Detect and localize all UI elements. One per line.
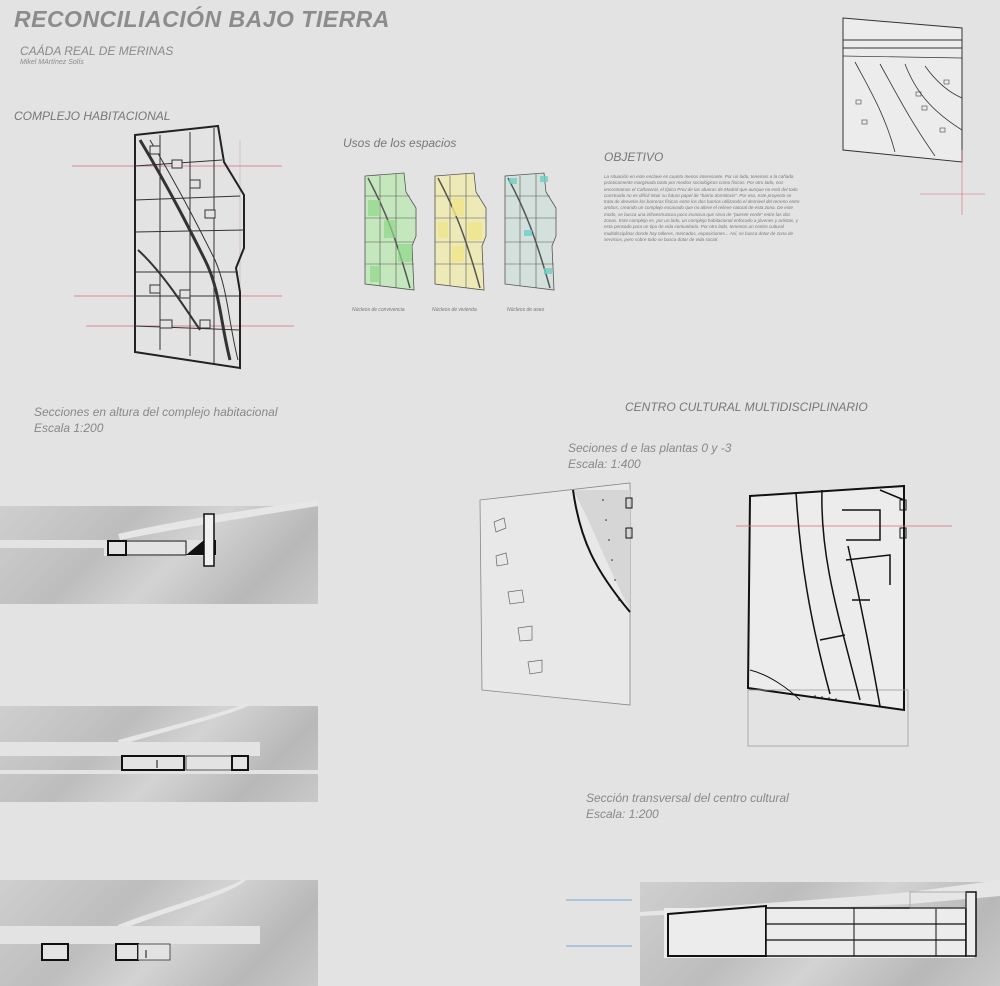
uses-caption-3: Núcleos de aseo (507, 307, 545, 313)
uses-caption-1: Núcleos de convivencia (352, 307, 405, 313)
cultural-cross-scale: Escala: 1:200 (586, 807, 659, 821)
cultural-title: CENTRO CULTURAL MULTIDISCIPLINARIO (625, 400, 868, 414)
cultural-plans-scale: Escala: 1:400 (568, 457, 641, 471)
cultural-plans-title: Seciones d e las plantas 0 y -3 (568, 441, 732, 455)
author-name: Mikel MArtínez Solís (20, 59, 84, 66)
uses-caption-2: Núcleos de vivienda (432, 307, 477, 313)
poster-title: RECONCILIACIÓN BAJO TIERRA (14, 6, 390, 32)
uses-title: Usos de los espacios (343, 136, 457, 150)
cultural-cross-title: Sección transversal del centro cultural (586, 791, 789, 805)
poster-subtitle: CAÁDA REAL DE MERINAS (20, 44, 174, 58)
objective-text: La situación en este enclave es cuanto menos interesante. Por un lado, tenemos a la cañada prácticamente marginada tanto por medios sociológicos como físicos. Por otro lado, nos encontramos el Cañaveral, el típico PAU de las afueras de Madrid que aunque no está del todo construido no es difícil intuir su futuro papel de "barrio dormitorio". Por eso, este proyecto se trata de desvelar los barreras físicas entre los dos barrios utilizando el desnivel del terreno entre ambos, creando un complejo excavado que no altere el relieve natural de esta zona. De este modo, se busca una infraestructura poco invasiva que sirva de "puente verde" entre las dos zonas. Este complejo es, por un lado, un complejo habitacional enfocado a jóvenes y artistas, y esta pensado para un tipo de vida comunitario. Por otro lado, tenemos un centro cultural multidisciplinar donde hay talleres, mercados, exposiciones... Así, se busca dotar de zona de servicios, pero sobre todo se busca dotar de vida social. (604, 174, 800, 242)
sections-title: Secciones en altura del complejo habitacional (34, 405, 278, 419)
sections-scale: Escala 1:200 (34, 421, 104, 435)
complex-title: COMPLEJO HABITACIONAL (14, 109, 171, 123)
objective-title: OBJETIVO (604, 150, 664, 164)
